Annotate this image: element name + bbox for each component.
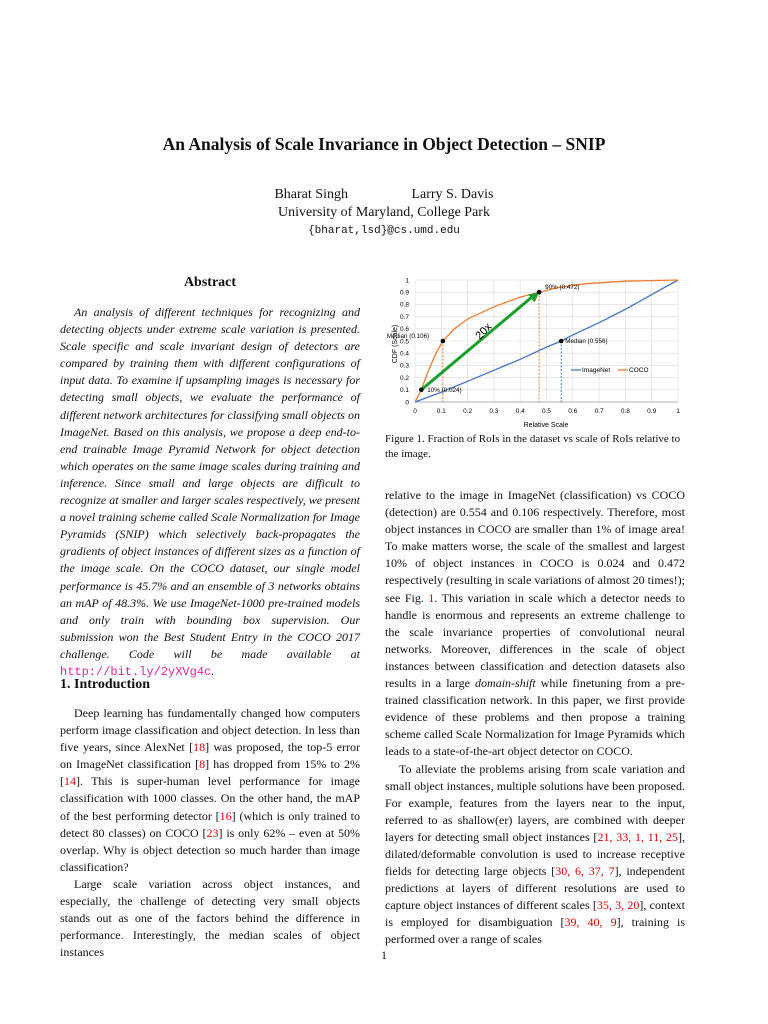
x-tick-label: 1 xyxy=(676,408,680,415)
abstract-end: . xyxy=(211,663,215,678)
y-tick-label: 0.8 xyxy=(399,301,409,309)
y-tick-label: 0.2 xyxy=(399,374,409,382)
paper-title: An Analysis of Scale Invariance in Object Detection – SNIP xyxy=(162,134,606,154)
chart-axes xyxy=(400,277,680,415)
y-tick-label: 1 xyxy=(405,277,409,285)
legend-entry-imagenet: ImageNet xyxy=(582,367,611,374)
intro-body xyxy=(60,705,360,961)
intro-paragraph: Deep learning has fundamentally changed how computers perform image classification and object detection. In less than five years, since AlexNet [18] was proposed, the top-5 error on ImageNet classification [8] has dropped from 15% to 2% [14]. This is super-human level performance for image classification with 1000 classes. On the other hand, the mAP of the best performing detector [16] (which is only trained to detect 80 classes) on COCO [23] is only 62% – even at 50% overlap. Why is object detection so much harder than image classification? xyxy=(60,706,361,874)
x-axis-label: Relative Scale xyxy=(523,422,569,429)
authors-block xyxy=(0,186,768,222)
annotation-label: 90% (0.472) xyxy=(545,284,580,292)
x-tick-label: 0.2 xyxy=(463,408,473,415)
y-tick-label: 0.1 xyxy=(399,387,409,395)
right-column-body xyxy=(385,487,685,949)
figure-1-chart xyxy=(383,272,693,432)
y-tick-label: 0.6 xyxy=(399,326,409,334)
citation-link[interactable]: 23 xyxy=(206,825,219,840)
scale-arrow xyxy=(421,295,534,390)
annotation-label: Median (0.556) xyxy=(565,338,608,345)
page-number: 1 xyxy=(381,948,387,962)
body-paragraph: relative to the image in ImageNet (classification) vs COCO (detection) are 0.554 and 0.106 respectively. Therefore, most object instances in COCO are smaller than 1% of image area! To make matters worse, the scale of the smallest and largest 10% of object instances in COCO is 0.024 and 0.472 respectively (resulting in scale variations of almost 20 times!); see Fig. 1. This variation in scale which a detector needs to handle is enormous and represents an extreme challenge to the scale invariance properties of convolutional neural networks. Moreover, differences in the scale of object instances between classification and detection datasets also results in a large domain-shift while finetuning from a pre-trained classification network. In this paper, we first provide evidence of these problems and then propose a training scheme called Scale Normalization for Image Pyramids which leads to a state-of-the-art object detector on COCO. xyxy=(385,488,685,759)
y-axis-label: CDF (Scale) xyxy=(392,324,399,364)
annotation-label: 10% (0.024) xyxy=(427,386,462,394)
chart-annotations xyxy=(386,284,611,402)
code-link[interactable]: http://bit.ly/2yXVg4c xyxy=(60,664,212,679)
citation-link[interactable]: 35, 3, 20 xyxy=(596,898,640,913)
citation-link[interactable]: 8 xyxy=(199,757,206,772)
annotation-label: Median (0.106) xyxy=(386,333,430,340)
x-tick-label: 0.3 xyxy=(489,408,499,415)
arrow-label: 20x xyxy=(473,321,495,343)
body-paragraph: To alleviate the problems arising from scale variation and small object instances, multiple solutions have been proposed. For example, features from the layers near to the input, referred to as shallow(er) layers, are combined with deeper layers for detecting small object instances [21, 33, 1, 11, 25], dilated/deformable convolution is used to increase receptive fields for detecting large objects [30, 6, 37, 7], independent predictions at layers of different resolutions are used to capture object instances of different scales [35, 3, 20], context is employed for disambiguation [39, 40, 9], training is performed over a range of scales xyxy=(385,761,685,947)
abstract-text: An analysis of different techniques for recognizing and detecting objects under extreme scale variation is presented. Scale specific and scale invariant design of detectors are compared by training them with different configurations of input data. To examine if upsampling images is necessary for detecting small objects, we evaluate the performance of different network architectures for classifying small objects on ImageNet. Based on this analysis, we propose a deep end-to-end trainable Image Pyramid Network for object detection which operates on the same image scales during training and inference. Since small and large objects are difficult to recognize at smaller and larger scales respectively, we present a novel training scheme called Scale Normalization for Image Pyramids (SNIP) which selectively back-propagates the gradients of object instances of different sizes as a function of the image scale. On the COCO dataset, our single model performance is 45.7% and an ensemble of 3 networks obtains an mAP of 48.3%. We use ImageNet-1000 pre-trained models and only train with bounding box supervision. Our submission won the Best Student Entry in the COCO 2017 challenge. Code will be made available at xyxy=(60,305,360,661)
x-tick-label: 0.6 xyxy=(568,408,578,415)
citation-link[interactable]: 14 xyxy=(64,774,76,789)
y-tick-label: 0 xyxy=(405,399,409,407)
x-tick-label: 0.9 xyxy=(647,408,657,415)
x-tick-label: 0.8 xyxy=(620,408,630,415)
author-name: Bharat Singh xyxy=(274,187,348,202)
x-tick-label: 0.4 xyxy=(515,408,525,415)
chart-grid xyxy=(415,280,678,402)
y-tick-label: 0.4 xyxy=(399,350,409,358)
citation-link[interactable]: 39, 40, 9 xyxy=(564,915,617,930)
x-tick-label: 0.7 xyxy=(594,408,604,415)
figure-link[interactable]: 1 xyxy=(428,590,435,605)
figure-caption: Figure 1. Fraction of RoIs in the dataset vs scale of RoIs relative to the image. xyxy=(385,433,681,460)
author-email: {bharat,lsd}@cs.umd.edu xyxy=(308,225,460,237)
y-tick-label: 0.7 xyxy=(399,313,409,321)
legend-entry-coco: COCO xyxy=(629,367,649,374)
y-tick-label: 0.3 xyxy=(399,362,409,370)
abstract-heading: Abstract xyxy=(183,275,237,290)
citation-link[interactable]: 30, 6, 37, 7 xyxy=(555,864,615,879)
x-tick-label: 0 xyxy=(413,408,417,415)
annotation-point xyxy=(559,339,564,344)
annotation-point xyxy=(419,388,424,393)
y-tick-label: 0.5 xyxy=(399,338,409,346)
abstract-body xyxy=(60,304,360,681)
section-heading: 1. Introduction xyxy=(60,677,150,692)
annotation-point xyxy=(537,290,542,295)
citation-link[interactable]: 18 xyxy=(193,740,206,755)
citation-link[interactable]: 21, 33, 1, 11, 25 xyxy=(597,829,678,844)
author-name: Larry S. Davis xyxy=(411,187,494,202)
x-tick-label: 0.1 xyxy=(436,408,446,415)
intro-paragraph: Large scale variation across object instances, and especially, the challenge of detecting very small objects stands out as one of the factors behind the difference in performance. Interestingly, the median scales of object instances xyxy=(60,876,360,960)
annotation-point xyxy=(441,339,446,344)
citation-link[interactable]: 16 xyxy=(219,808,232,823)
chart-legend xyxy=(571,367,649,374)
y-tick-label: 0.9 xyxy=(399,289,409,297)
affiliation: University of Maryland, College Park xyxy=(278,205,490,220)
x-tick-label: 0.5 xyxy=(541,408,552,415)
